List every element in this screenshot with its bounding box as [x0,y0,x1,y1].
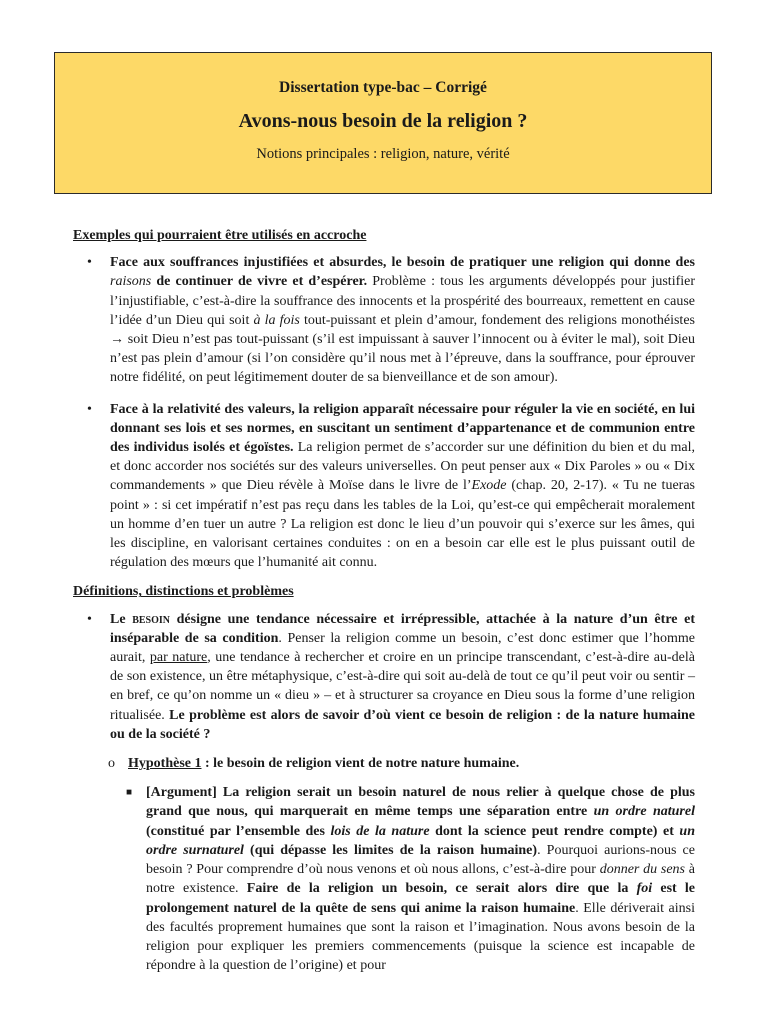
list-item [73,400,695,573]
text-run: foi [636,881,653,897]
text-run: (chap. 20, 2-17). « Tu ne tueras point » : si cet impératif n’est pas reçu dans les tables de la Loi, qu’est-ce qui empêcherait moralement un homme d’en tuer un autre ? La religion est donc le lieu d’un pouvoir qui s’exerce sur les âmes, qui les discipline, en valorisant certaines conduites : on en a besoin car elle est le plus puissant outil de régulation des mœurs que l’humanité ait connu. [110,478,695,571]
text-run: [Argument] La religion serait un besoin naturel de nous relier à quelque chose de plus grand que nous, qui marquerait en même temps une séparation entre [146,785,695,820]
text-run: . Penser la religion comme un besoin, c’est donc estimer que l’homme aurait, [110,630,695,666]
text-run: , une tendance à rechercher et croire en un principe transcendant, c’est-à-dire au-delà de son existence, un être métaphysique, c’est-à-dire qui soit au-delà de tout ce qu’il peut voir ou sentir – en bref, ce qu’on nomme un « dieu » – et à structurer sa croyance en Dieu sous la forme d’une religion ritualisée. [110,650,695,723]
text-run: Problème : tous les arguments développés pour justifier l’injustifiable, c’est-à-dire la souffrance des innocents et la prospérité des bourreaux, remettent en cause l’idée d’un Dieu qui soit [110,274,696,328]
text-run: Faire de la religion un besoin, ce serait alors dire que la [246,881,637,897]
hypothesis-item [73,754,695,773]
section-heading-definitions: Définitions, distinctions et problèmes [73,584,294,600]
section-heading-examples: Exemples qui pourraient être utilisés en accroche [73,228,367,243]
bullet-icon: • [87,611,92,627]
text-run: : le besoin de religion vient de notre nature humaine. [201,756,520,772]
text-run: lois de la nature [330,823,430,839]
document-supertitle: Dissertation type-bac – Corrigé [279,79,487,96]
text-run: à notre existence. [146,862,695,897]
circle-bullet-icon: o [108,756,115,772]
document-title: Avons-nous besoin de la religion ? [238,110,528,132]
text-run: Le problème est alors de savoir d’où vient ce besoin de religion : de la nature humaine ou de la société ? [110,707,696,742]
argument-item [73,783,695,975]
text-run: . Pourquoi aurions-nous ce besoin ? Pour comprendre d’où nous venons et où nous allons, c’est-à-dire pour [146,842,695,878]
list-item [73,610,695,744]
notions-line: Notions principales : religion, nature, vérité [256,146,510,162]
text-run: de continuer de vivre et d’espérer. [151,274,368,290]
text-run: dont la science peut rendre compte) et [429,823,680,839]
text-run: un ordre naturel [593,804,695,820]
text-run: désigne une tendance nécessaire et irrépressible, attachée à la nature d’un être et inséparable de sa condition [110,611,696,646]
title-box [54,52,712,194]
square-bullet-icon: ■ [126,787,133,799]
hypothesis-label: Hypothèse 1 [128,756,202,772]
list-item [73,253,695,387]
text-run: raisons [110,274,152,290]
text-run: (qui dépasse les limites de la raison humaine) [243,842,538,858]
bullet-icon: • [87,401,92,417]
text-run: Le [110,611,133,627]
document-body [73,226,695,975]
text-run: besoin [132,611,170,627]
text-run: Face aux souffrances injustifiées et absurdes, le besoin de pratiquer une religion qui donne des [110,255,695,271]
text-run: tout-puissant et plein d’amour, fondement des religions monothéistes → soit Dieu n’est pas tout-puissant (s’il est impuissant à sauver l’innocent ou à éviter le mal), soit Dieu n’est pas plein d’amour (si l’on considère qu’il nous met à l’épreuve, dans la souffrance, pour éprouver notre fidélité, on peut légitimement douter de sa bienveillance et de son amour). [110,312,695,386]
text-run: à la fois [253,312,300,328]
text-run: donner du sens [599,862,686,878]
text-run: est le prolongement naturel de la quête de sens qui anime la raison humaine [146,881,695,916]
text-run: un ordre surnaturel [146,823,695,858]
text-run: . Elle dériverait ainsi des facultés proprement humaines que sont la raison et l’imagination. Nous avons besoin de la religion pour expliquer les premiers commencements (puisque la science est incapable de répondre à la question de l’origine) et pour [146,900,695,974]
bullet-icon: • [87,255,92,271]
text-run: Exode [471,478,507,494]
text-run: par nature [149,650,208,666]
text-run: (constitué par l’ensemble des [146,823,331,839]
text-run: La religion permet de s’accorder sur une définition du bien et du mal, et donc accorder nos sociétés sur des valeurs universelles. On peut penser aux « Dix Paroles » ou « Dix commandements » que Dieu révèle à Moïse dans le livre de l’ [110,440,695,494]
text-run: Face à la relativité des valeurs, la religion apparaît nécessaire pour réguler la vie en société, en lui donnant ses lois et ses normes, en suscitant un sentiment d’appartenance et de communion entre des individus isolés et égoïstes. [110,401,695,456]
